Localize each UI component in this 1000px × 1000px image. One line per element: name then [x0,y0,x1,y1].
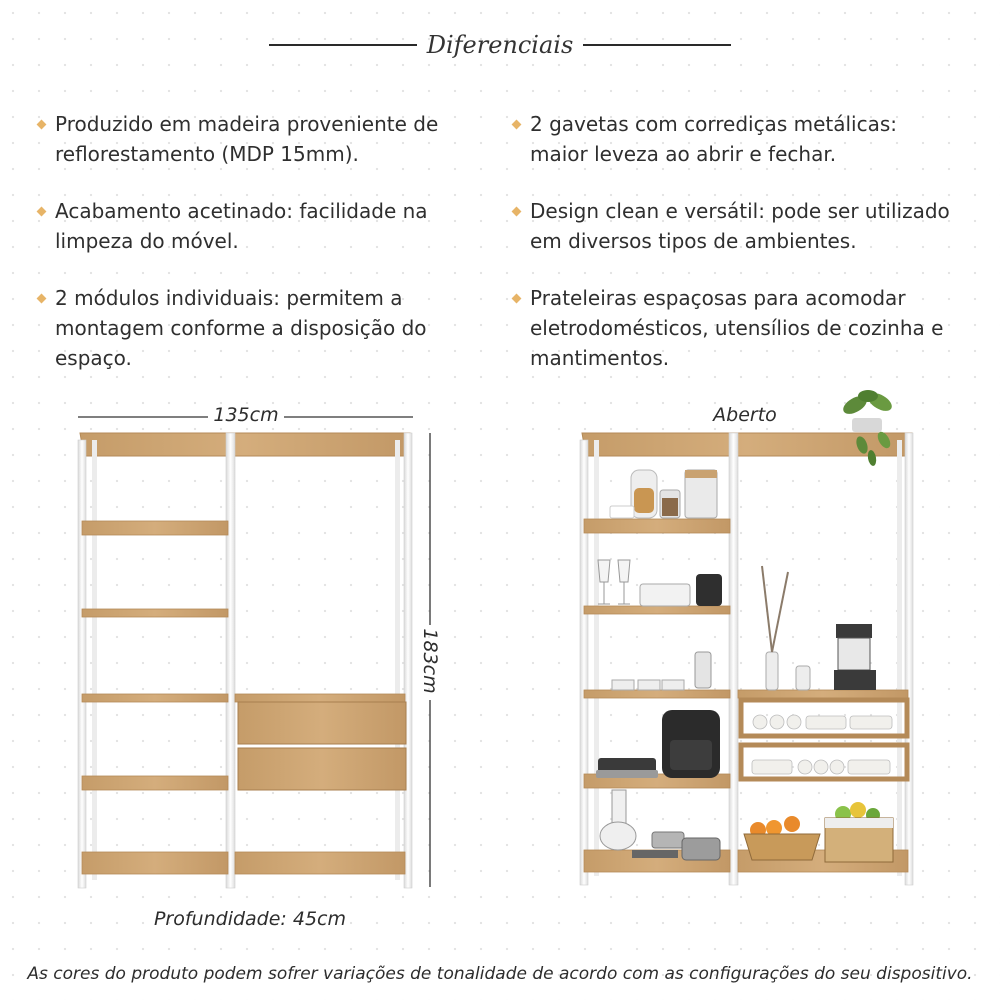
width-dimension-label: 135cm [213,404,279,426]
feature-text: reflorestamento (MDP 15mm). [55,142,359,166]
feature-text: montagem conforme a disposição do [55,316,427,340]
fruit-basket-icon [744,816,820,860]
disclaimer-text: As cores do produto podem sofrer variações de tonalidade de acordo com as configurações do seu dispositivo. [27,964,973,984]
feature-text: Prateleiras espaçosas para acomodar [530,286,906,310]
air-fryer-icon [662,710,720,778]
feature-text: maior leveza ao abrir e fechar. [530,142,837,166]
depth-dimension-label: Profundidade: 45cm [153,908,347,930]
height-dimension-label: 183cm [419,628,441,694]
open-view-label: Aberto [713,404,777,426]
page-title: Diferenciais [426,31,574,59]
coffee-maker-icon [834,624,876,690]
feature-text: Acabamento acetinado: facilidade na [55,199,428,223]
feature-text: eletrodomésticos, utensílios de cozinha e [530,316,944,340]
feature-text: 2 gavetas com corrediças metálicas: [530,112,898,136]
feature-text: espaço. [55,346,132,370]
feature-text: em diversos tipos de ambientes. [530,229,857,253]
feature-text: Design clean e versátil: pode ser utilizado [530,199,950,223]
feature-text: mantimentos. [530,346,670,370]
stand-mixer-icon [600,790,636,850]
shelf-unit-left [78,433,412,888]
decor-items [596,389,895,862]
produce-basket-icon [825,802,893,862]
feature-text: limpeza do móvel. [55,229,239,253]
feature-text: 2 módulos individuais: permitem a [55,286,403,310]
feature-text: Produzido em madeira proveniente de [55,112,439,136]
